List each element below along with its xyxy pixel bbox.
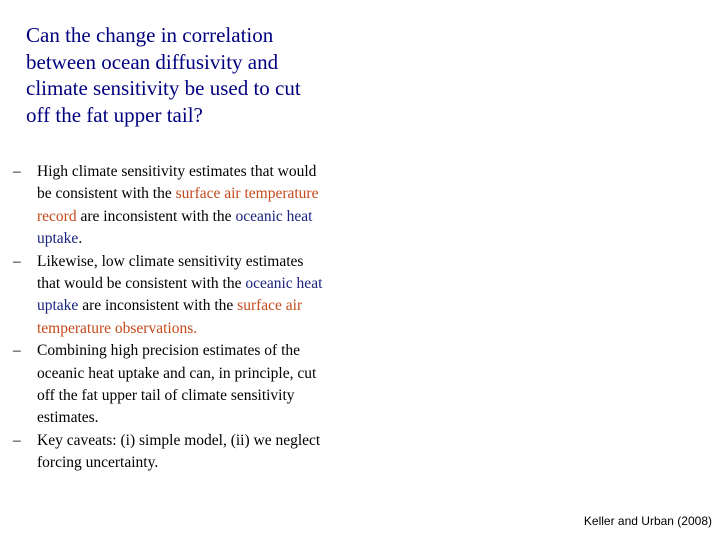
highlight-blue: oceanic heat uptake (37, 275, 323, 315)
highlight-red: surface air temperature observations (37, 297, 303, 337)
bullet-text (37, 163, 318, 247)
text-span: are inconsistent with the (78, 297, 238, 315)
bullet-marker: – (13, 431, 21, 449)
bullet-item (13, 340, 323, 430)
bullet-marker: – (13, 252, 21, 270)
citation: Keller and Urban (2008) (583, 514, 712, 528)
slide-title: Can the change in correlation between ocean diffusivity and climate sensitivity be used to cut off the fat upper tail? (26, 23, 301, 127)
bullet-text: Combining high precision estimates of the oceanic heat uptake and can, in principle, cut off the fat upper tail of climate sensitivity estimates. (37, 342, 317, 427)
bullet-marker: – (13, 163, 21, 180)
highlight-red: surface air temperature record (37, 185, 319, 225)
text-span: . (78, 230, 83, 248)
bullet-item (13, 161, 323, 251)
highlight-blue: oceanic heat uptake (37, 207, 313, 248)
bullet-item (13, 430, 323, 475)
bullet-item (13, 251, 323, 341)
bullet-list (13, 161, 323, 475)
bullet-text: Key caveats: (i) simple model, (ii) we neglect forcing uncertainty. (37, 431, 321, 472)
bullet-marker: – (13, 342, 21, 360)
text-span: Likewise, low climate sensitivity estimates that would be consistent with the (37, 252, 304, 293)
bullet-text (37, 253, 322, 337)
text-span: are inconsistent with the (76, 207, 236, 225)
highlight-red: . (193, 319, 198, 337)
text-span: High climate sensitivity estimates that would be consistent with the (37, 163, 317, 203)
